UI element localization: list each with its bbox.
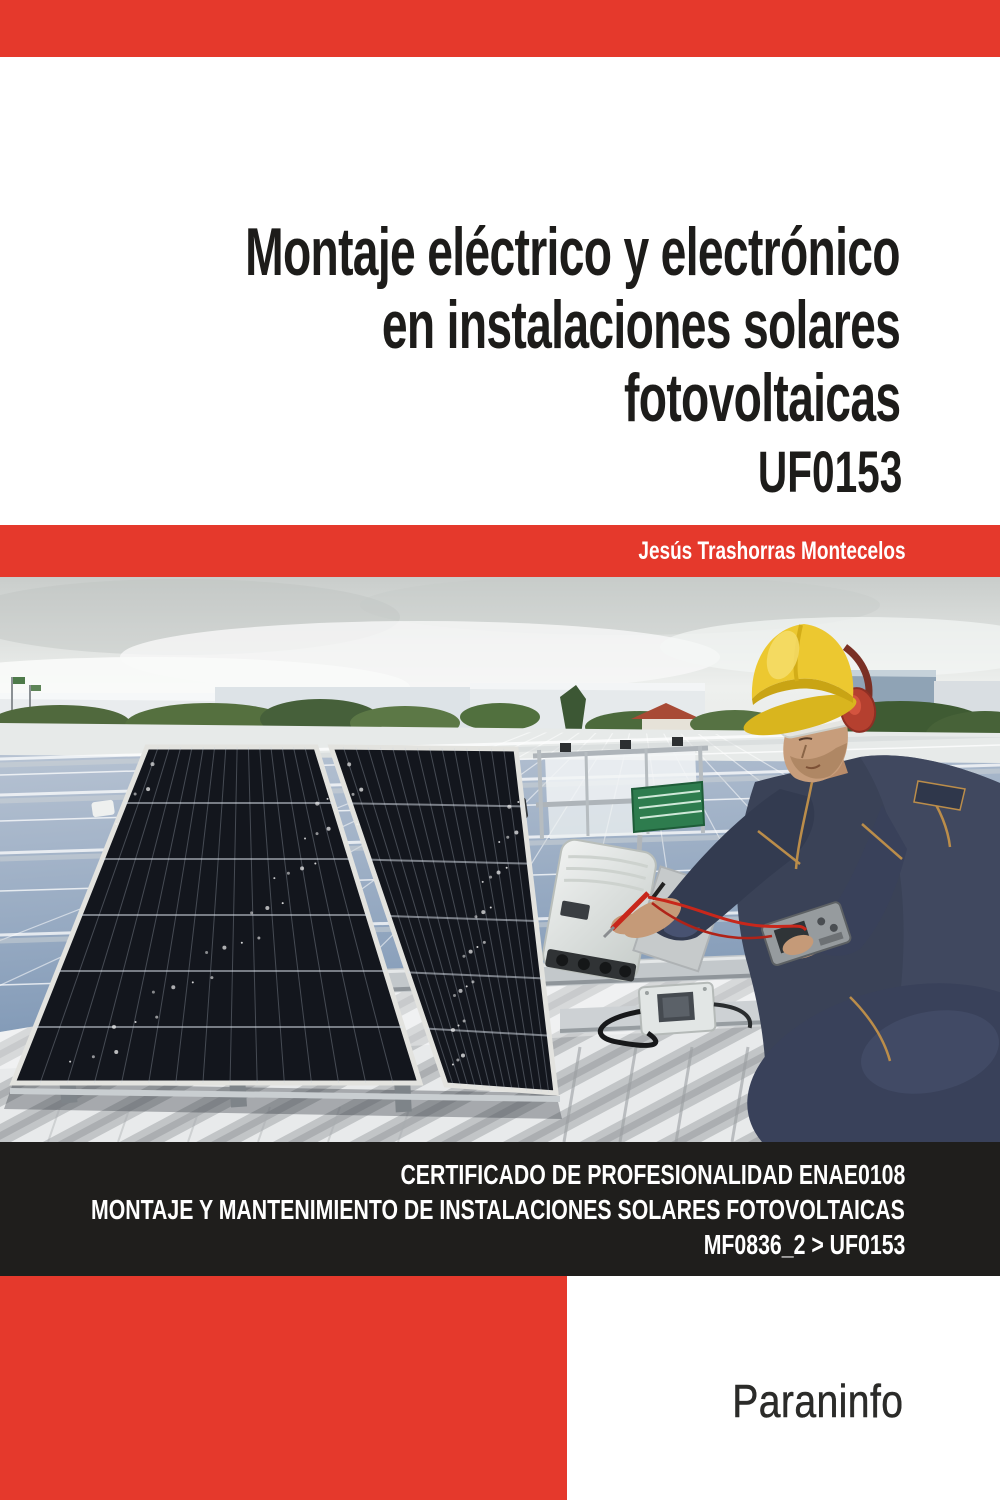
cover-photo xyxy=(0,577,1000,1142)
unit-code: UF0153 xyxy=(757,440,902,505)
top-red-bar xyxy=(0,0,1000,57)
book-title xyxy=(0,216,900,435)
certificate-line-1: CERTIFICADO DE PROFESIONALIDAD ENAE0108 xyxy=(400,1158,905,1190)
author-bar xyxy=(0,525,1000,577)
certificate-band xyxy=(0,1142,1000,1276)
title-line-3: fotovoltaicas xyxy=(623,360,900,436)
certificate-line-2: MONTAJE Y MANTENIMIENTO DE INSTALACIONES SOLARES FOTOVOLTAICAS xyxy=(91,1193,905,1225)
title-line-2: en instalaciones solares xyxy=(381,287,900,363)
title-line-1: Montaje eléctrico y electrónico xyxy=(245,214,900,290)
publisher-logo: Paraninfo xyxy=(731,1375,903,1427)
certificate-line-3: MF0836_2 > UF0153 xyxy=(703,1228,905,1260)
author-name: Jesús Trashorras Montecelos xyxy=(638,536,906,565)
